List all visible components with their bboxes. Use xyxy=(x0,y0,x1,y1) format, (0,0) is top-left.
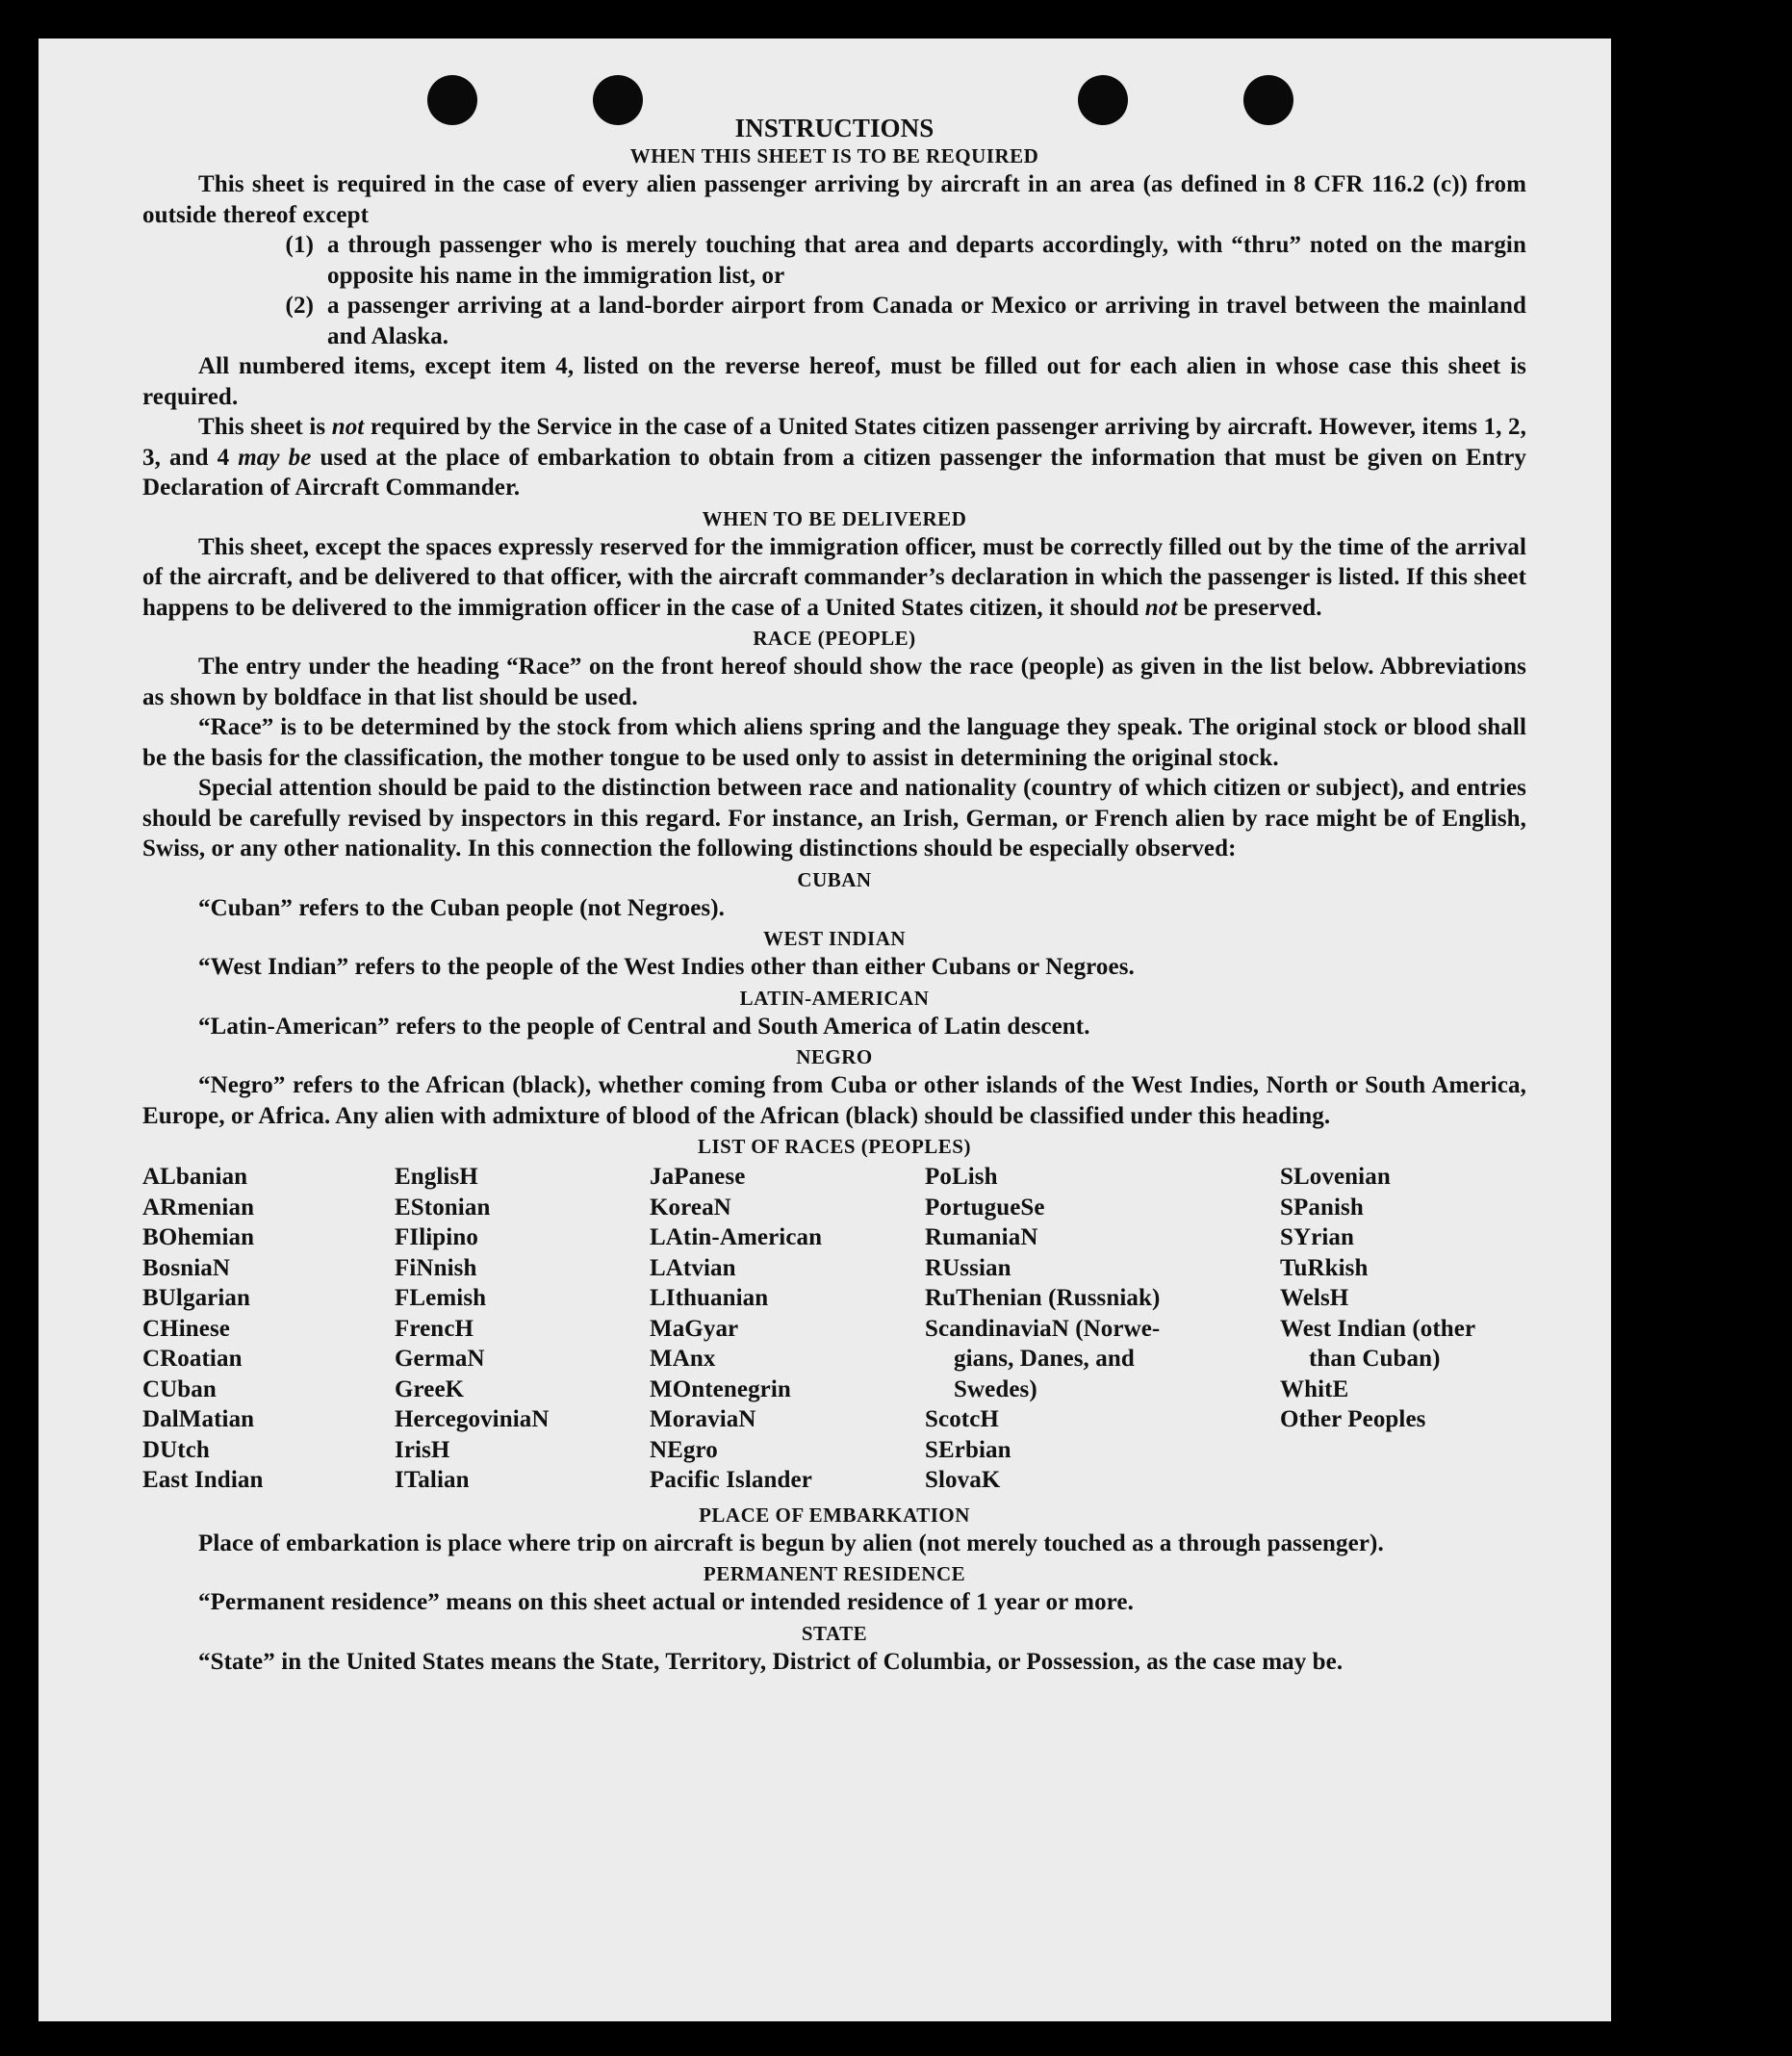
races-column-2 xyxy=(395,1162,650,1496)
race-item: BosniaN xyxy=(142,1254,231,1281)
paragraph-state: “State” in the United States means the State, Territory, District of Columbia, or Possession, as the case may be. xyxy=(198,1648,1344,1675)
document-page xyxy=(38,39,1611,2021)
races-column-1 xyxy=(142,1162,395,1496)
race-item: GermaN xyxy=(395,1346,485,1372)
race-item: JaPanese xyxy=(650,1164,746,1190)
section-heading-latin-american: LATIN-AMERICAN xyxy=(739,986,930,1010)
paragraph-west-indian: “West Indian” refers to the people of the West Indies other than either Cubans or Negroes. xyxy=(198,954,1135,980)
paragraph-embarkation: Place of embarkation is place where trip on aircraft is begun by alien (not merely touched as a through passenger). xyxy=(198,1529,1384,1556)
paragraph-latin-american: “Latin-American” refers to the people of Central and South America of Latin descent. xyxy=(198,1013,1090,1040)
race-item: PortugueSe xyxy=(925,1194,1045,1221)
paragraph-race-nationality: Special attention should be paid to the distinction between race and nationality (country of which citizen or subject), and entries should be carefully revised by inspectors in this regard. For instance, an Irish, German, or French alien by race might be of English, Swiss, or any other nationality. In this connection the following distinctions should be especially observed: xyxy=(142,775,1526,861)
paragraph-delivery: This sheet, except the spaces expressly reserved for the immigration officer, must be correctly filled out by the time of the arrival of the aircraft, and be delivered to that officer, with the aircraft commander’s declaration in which the passenger is listed. If this sheet happens to be delivered to the immigration officer in the case of a United States citizen, it should not be preserved. xyxy=(142,533,1526,621)
paragraph-residence: “Permanent residence” means on this sheet actual or intended residence of 1 year or more. xyxy=(198,1589,1134,1615)
race-item: IrisH xyxy=(395,1436,450,1463)
race-item: SlovaK xyxy=(925,1467,1001,1493)
exception-item-2 xyxy=(142,291,1526,351)
race-item: RumaniaN xyxy=(925,1224,1038,1250)
race-item: MaGyar xyxy=(650,1315,739,1342)
race-item: BOhemian xyxy=(142,1224,255,1250)
races-column-5 xyxy=(1280,1162,1526,1496)
instructions-content xyxy=(142,112,1526,1677)
race-item: SLovenian xyxy=(1280,1164,1391,1190)
race-item: DalMatian xyxy=(142,1406,255,1432)
race-item: East Indian xyxy=(142,1467,264,1493)
race-item: ITalian xyxy=(395,1467,470,1493)
race-item: LIthuanian xyxy=(650,1285,769,1311)
race-item: SErbian xyxy=(925,1436,1011,1463)
item-number: (2) xyxy=(285,293,314,319)
race-item: GreeK xyxy=(395,1375,465,1402)
race-item: FLemish xyxy=(395,1285,487,1311)
race-item: DUtch xyxy=(142,1436,210,1463)
race-item: ALbanian xyxy=(142,1164,248,1190)
race-item: ARmenian xyxy=(142,1194,255,1221)
section-heading-cuban: CUBAN xyxy=(797,867,872,891)
race-item-continued: Swedes) xyxy=(954,1375,1037,1402)
item-number: (1) xyxy=(285,232,314,258)
race-item: NEgro xyxy=(650,1436,718,1463)
section-heading-when-required: WHEN THIS SHEET IS TO BE REQUIRED xyxy=(629,144,1039,167)
paragraph-cuban: “Cuban” refers to the Cuban people (not Negroes). xyxy=(198,894,726,921)
item-text: a passenger arriving at a land-border airport from Canada or Mexico or arriving in travel between the mainland and Alaska. xyxy=(327,293,1526,349)
race-item: HercegoviniaN xyxy=(395,1406,550,1432)
race-item: Other Peoples xyxy=(1280,1406,1426,1432)
race-item: FiNnish xyxy=(395,1254,477,1281)
race-item: MoraviaN xyxy=(650,1406,756,1432)
exception-item-1 xyxy=(142,230,1526,291)
race-item: Pacific Islander xyxy=(650,1467,812,1493)
race-item: LAtin-American xyxy=(650,1224,823,1250)
section-heading-residence: PERMANENT RESIDENCE xyxy=(703,1562,966,1585)
race-item: SPanish xyxy=(1280,1194,1364,1221)
races-list xyxy=(142,1162,1526,1496)
race-item: EStonian xyxy=(395,1194,491,1221)
paragraph-race-entry: The entry under the heading “Race” on the front hereof should show the race (people) as given in the list below. Abbreviations as shown by boldface in that list should be used. xyxy=(142,654,1526,710)
race-item: WhitE xyxy=(1280,1375,1349,1402)
race-item: West Indian (other xyxy=(1280,1315,1476,1342)
race-item-continued: than Cuban) xyxy=(1309,1346,1441,1372)
paragraph-numbered-items: All numbered items, except item 4, listed on the reverse hereof, must be filled out for each alien in whose case this sheet is required. xyxy=(142,353,1526,410)
race-item: EnglisH xyxy=(395,1164,478,1190)
section-heading-state: STATE xyxy=(801,1621,868,1645)
section-heading-when-delivered: WHEN TO BE DELIVERED xyxy=(702,506,967,530)
item-text: a through passenger who is merely touching that area and departs accordingly, with “thru” noted on the margin opposite his name in the immigration list, or xyxy=(327,232,1526,289)
race-item: RUssian xyxy=(925,1254,1011,1281)
paragraph-race-stock: “Race” is to be determined by the stock from which aliens spring and the language they speak. The original stock or blood shall be the basis for the classification, the mother tongue to be used only to assist in determining the original stock. xyxy=(142,714,1526,771)
race-item: ScotcH xyxy=(925,1406,999,1432)
race-item: FIlipino xyxy=(395,1224,478,1250)
race-item-continued: gians, Danes, and xyxy=(954,1346,1135,1372)
page-title: INSTRUCTIONS xyxy=(734,114,934,142)
race-item: BUlgarian xyxy=(142,1285,251,1311)
race-item: CRoatian xyxy=(142,1346,243,1372)
race-item: ScandinaviaN (Norwe- xyxy=(925,1315,1161,1342)
race-item: LAtvian xyxy=(650,1254,736,1281)
race-item: TuRkish xyxy=(1280,1254,1369,1281)
race-item: MOntenegrin xyxy=(650,1375,791,1402)
race-item: WelsH xyxy=(1280,1285,1349,1311)
races-column-4 xyxy=(925,1162,1280,1496)
race-item: FrencH xyxy=(395,1315,474,1342)
section-heading-west-indian: WEST INDIAN xyxy=(762,927,907,950)
race-item: KoreaN xyxy=(650,1194,731,1221)
paragraph-citizen-passenger: This sheet is not required by the Service in the case of a United States citizen passenger arriving by aircraft. However, items 1, 2, 3, and 4 may be used at the place of embarkation to obtain from a citizen passenger the information that must be given on Entry Declaration of Aircraft Commander. xyxy=(142,414,1526,501)
race-item: RuThenian (Russniak) xyxy=(925,1285,1161,1311)
paragraph-negro: “Negro” refers to the African (black), whether coming from Cuba or other islands of the West Indies, North or South America, Europe, or Africa. Any alien with admixture of blood of the African (black) should be classified under this heading. xyxy=(142,1072,1526,1129)
race-item: CUban xyxy=(142,1375,217,1402)
section-heading-embarkation: PLACE OF EMBARKATION xyxy=(699,1503,970,1527)
race-item: MAnx xyxy=(650,1346,716,1372)
race-item: SYrian xyxy=(1280,1224,1355,1250)
race-item: PoLish xyxy=(925,1164,998,1190)
race-item: CHinese xyxy=(142,1315,230,1342)
section-heading-race: RACE (PEOPLE) xyxy=(753,627,916,650)
paragraph-required-intro: This sheet is required in the case of every alien passenger arriving by aircraft in an area (as defined in 8 CFR 116.2 (c)) from outside thereof except xyxy=(142,171,1526,228)
section-heading-negro: NEGRO xyxy=(796,1045,873,1068)
section-heading-list-of-races: LIST OF RACES (PEOPLES) xyxy=(698,1135,971,1158)
races-column-3 xyxy=(650,1162,925,1496)
